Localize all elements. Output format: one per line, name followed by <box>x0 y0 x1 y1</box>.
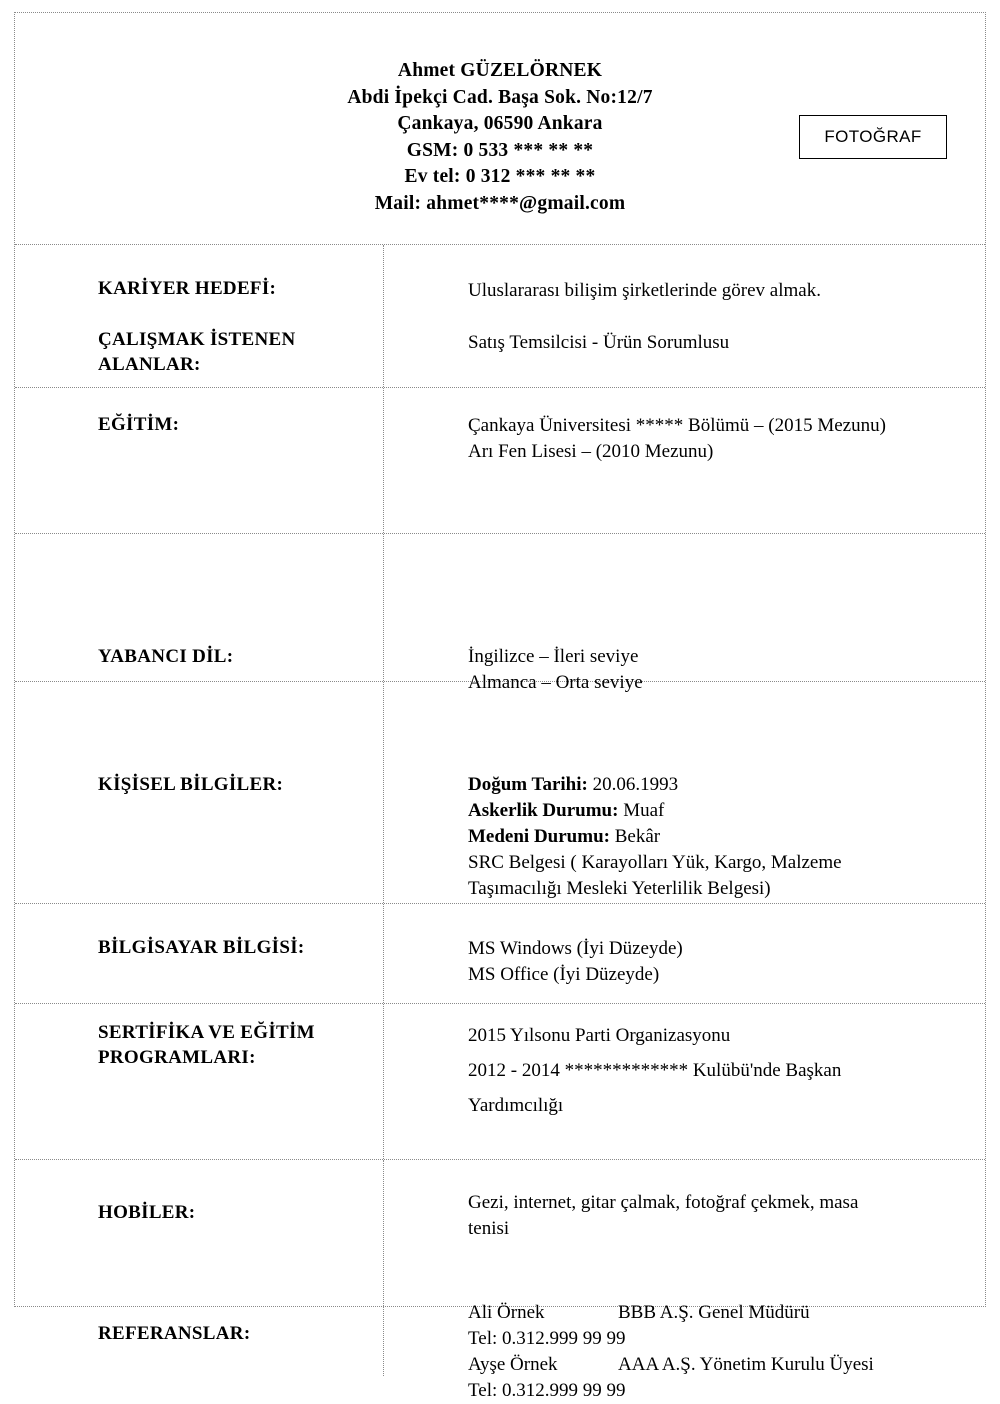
birth-date-label: Doğum Tarihi: <box>468 774 588 795</box>
section-computer-skills <box>15 904 985 1004</box>
computer-skills-value-column <box>384 904 985 1003</box>
language-value-column <box>384 534 985 693</box>
photo-placeholder-label: FOTOĞRAF <box>824 127 922 146</box>
email-address: Mail: ahmet****@gmail.com <box>374 192 626 214</box>
computer-skills-label-column <box>15 904 384 1003</box>
candidate-name: Ahmet GÜZELÖRNEK <box>397 60 603 81</box>
personal-info-value-column <box>384 682 985 903</box>
address-line-1: Abdi İpekçi Cad. Başa Sok. No:12/7 <box>347 86 653 108</box>
reference-2-phone: Tel: 0.312.999 99 99 <box>468 1380 626 1401</box>
certificates-label-line-2: PROGRAMLARI: <box>98 1047 256 1068</box>
computer-skills-line-1: MS Windows (İyi Düzeyde) <box>468 938 683 959</box>
education-line-1: Çankaya Üniversitesi ***** Bölümü – (2015 Mezunu) <box>468 415 886 436</box>
education-line-2: Arı Fen Lisesi – (2010 Mezunu) <box>468 441 714 462</box>
src-certificate-line-1: SRC Belgesi ( Karayolları Yük, Kargo, Malzeme <box>468 852 842 873</box>
certificate-line-3: Yardımcılığı <box>468 1095 564 1116</box>
reference-2-row <box>468 1352 961 1378</box>
career-goal-value-column <box>384 245 985 387</box>
military-status-row <box>468 798 961 824</box>
language-line-1: İngilizce – İleri seviye <box>468 646 639 667</box>
certificate-line-1: 2015 Yılsonu Parti Organizasyonu <box>468 1025 731 1046</box>
certificates-label-column <box>15 1004 384 1159</box>
address-line-2: Çankaya, 06590 Ankara <box>397 113 603 134</box>
section-career-goal <box>15 245 985 388</box>
career-goal-label-column <box>15 245 384 387</box>
section-education <box>15 388 985 534</box>
section-certificates <box>15 1004 985 1160</box>
references-label: REFERANSLAR: <box>98 1323 251 1344</box>
hobbies-line-1: Gezi, internet, gitar çalmak, fotoğraf çekmek, masa <box>468 1192 859 1213</box>
section-hobbies-references <box>15 1160 985 1401</box>
cv-document <box>14 12 986 1401</box>
marital-status-row <box>468 824 961 850</box>
military-status-label: Askerlik Durumu: <box>468 800 619 821</box>
computer-skills-label: BİLGİSAYAR BİLGİSİ: <box>98 937 305 958</box>
language-label-column <box>15 534 384 681</box>
home-phone: Ev tel: 0 312 *** ** ** <box>404 166 596 187</box>
certificate-line-2: 2012 - 2014 ************* Kulübü'nde Başkan <box>468 1060 842 1081</box>
photo-placeholder-box <box>799 115 947 159</box>
military-status-value: Muaf <box>623 800 665 821</box>
references-block <box>468 1300 961 1404</box>
desired-fields-value: Satış Temsilcisi - Ürün Sorumlusu <box>468 332 730 353</box>
desired-fields-label-line-2: ALANLAR: <box>98 354 201 375</box>
marital-status-value: Bekâr <box>614 826 661 847</box>
education-value-column <box>384 388 985 533</box>
gsm-phone: GSM: 0 533 *** ** ** <box>406 139 594 161</box>
reference-2-title: AAA A.Ş. Yönetim Kurulu Üyesi <box>618 1354 874 1375</box>
desired-fields-label-line-1: ÇALIŞMAK İSTENEN <box>98 329 296 350</box>
education-label-column <box>15 388 384 533</box>
language-line-2: Almanca – Orta seviye <box>468 672 643 693</box>
src-certificate-line-2: Taşımacılığı Mesleki Yeterlilik Belgesi) <box>468 878 771 899</box>
birth-date-value: 20.06.1993 <box>592 774 679 795</box>
hobbies-references-value-column <box>384 1160 985 1401</box>
reference-1-name: Ali Örnek <box>468 1302 545 1323</box>
career-goal-value: Uluslararası bilişim şirketlerinde görev almak. <box>468 280 821 301</box>
hobbies-references-label-column <box>15 1160 384 1376</box>
hobbies-label: HOBİLER: <box>98 1202 196 1223</box>
cv-header <box>15 13 985 245</box>
marital-status-label: Medeni Durumu: <box>468 826 610 847</box>
certificates-label-line-1: SERTİFİKA VE EĞİTİM <box>98 1022 315 1043</box>
career-goal-label: KARİYER HEDEFİ: <box>98 278 277 299</box>
birth-date-row <box>468 772 961 798</box>
personal-info-label-column <box>15 682 384 903</box>
reference-1-title: BBB A.Ş. Genel Müdürü <box>618 1302 810 1323</box>
section-personal-info <box>15 682 985 904</box>
education-label: EĞİTİM: <box>98 414 180 435</box>
reference-1-phone: Tel: 0.312.999 99 99 <box>468 1328 626 1349</box>
section-language <box>15 534 985 693</box>
hobbies-line-2: tenisi <box>468 1218 510 1239</box>
language-label: YABANCI DİL: <box>98 646 234 667</box>
certificates-value-column <box>384 1004 985 1159</box>
reference-1-row <box>468 1300 961 1326</box>
computer-skills-line-2: MS Office (İyi Düzeyde) <box>468 964 660 985</box>
reference-2-name: Ayşe Örnek <box>468 1354 558 1375</box>
personal-info-label: KİŞİSEL BİLGİLER: <box>98 774 284 795</box>
